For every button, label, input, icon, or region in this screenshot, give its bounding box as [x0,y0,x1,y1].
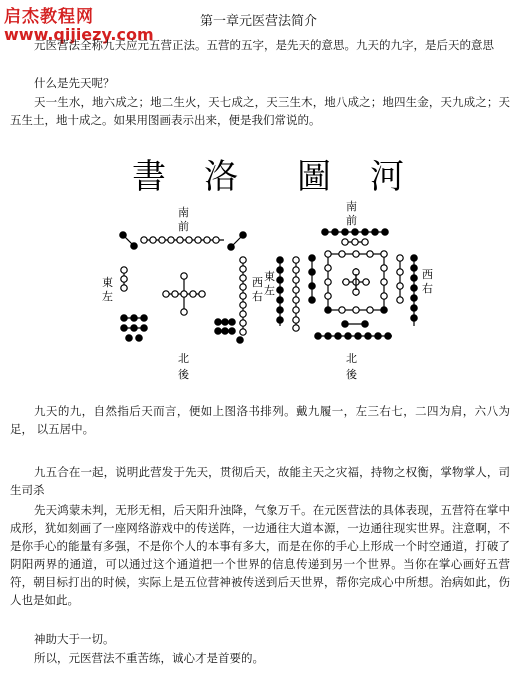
luoshu-right-label: 右 [252,290,263,303]
luoshu-north-label: 北 [178,352,189,365]
luoshu-title-char-1: 書 [132,157,166,197]
hetu-west-label: 西 [422,268,433,281]
paragraph-2: 什么是先天呢？ [34,76,115,90]
luoshu-south-label: 南 [178,206,189,219]
luoshu-east-label: 東 [102,276,113,289]
hetu-left-label: 左 [264,284,275,297]
hetu-front-label: 前 [346,214,357,227]
paragraph-5: 九五合在一起，说明此营发于先天，贯彻后天，故能主天之灾福，持物之权衡，掌物掌人，司生司杀 [10,465,510,497]
paragraph-1: 元医营法全称九天应元五营正法。五营的五字，是先天的意思。九天的九字，是后天的意思 [34,38,494,52]
chapter-title: 第一章元医营法简介 [199,14,317,29]
hetu-back-label: 後 [346,368,357,381]
luoshu-title-char-2: 洛 [204,157,238,197]
watermark-url: www.qijiezy.com [4,25,154,44]
watermark-site-name: 启杰教程网 [4,7,94,27]
hetu-title-char-1: 圖 [297,157,331,197]
hetu-right-label: 右 [422,282,433,295]
hetu-south-label: 南 [346,200,357,213]
luoshu-west-label: 西 [252,276,263,289]
luoshu-back-label: 後 [178,368,189,381]
hetu-east-label: 東 [264,270,275,283]
paragraph-4: 九天的九，自然指后天而言，便如上图洛书排列。戴九履一，左三右七，二四为肩，六八为足， 以五居中。 [10,404,510,436]
luoshu-front-label: 前 [178,220,189,233]
luoshu-diagram [102,157,263,381]
hetu-title-char-2: 河 [370,157,404,197]
paragraph-7: 神助大于一切。 [34,632,115,646]
paragraph-8: 所以，元医营法不重苦练，诚心才是首要的。 [34,651,264,665]
luoshu-hetu-figure [0,150,517,395]
hetu-diagram [264,157,433,381]
paragraph-3: 天一生水，地六成之；地二生火，天七成之，天三生木，地八成之；地四生金，天九成之；天五生土，地十成之。如果用图画表示出来，便是我们常说的。 [10,95,510,127]
luoshu-left-label: 左 [102,290,113,303]
paragraph-6: 先天鸿蒙未判，无形无相，后天阳升浊降，气象万千。在元医营法的具体表现，五营符在掌中成形，犹如刻画了一座网络游戏中的传送阵，一边通往大道本源，一边通往现实世界。注意啊，不是你手心的能量有多强，不是你个人的本事有多大，而是在你的手心上形成一个时空通道，打破了阴阳两界的通道，可以通过这个通道把一个世界的信息传递到另一个世界。当你在掌心画好五营符，朝目标打出的时候，实际上是五位营神被传送到后天世界，帮你完成心中所想。治病如此，伤人也是如此。 [10,503,510,607]
hetu-north-label: 北 [346,352,357,365]
